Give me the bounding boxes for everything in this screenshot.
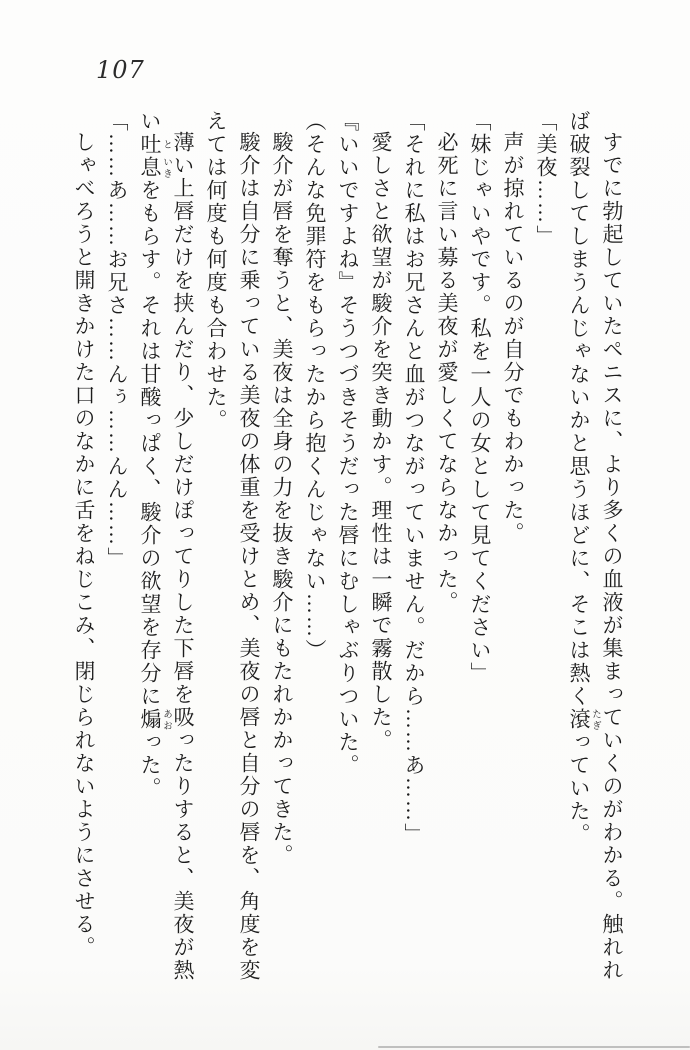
paragraph-4: 「妹じゃいやです。私を一人の女として見てください」: [468, 110, 492, 685]
paragraph-8: 『いいですよね』そうつづきそうだった唇にむしゃぶりついた。: [336, 110, 360, 777]
vertical-text-block: [67, 110, 628, 986]
paragraph-14: しゃべろうと開きかけた口のなかに舌をねじこみ、閉じられないようにさせる。: [72, 131, 96, 959]
paragraph-13: 「……あ……お兄さ……んぅ……んん……」: [105, 110, 129, 570]
page-number: 107: [96, 56, 145, 84]
paragraph-5: 必死に言い募る美夜が愛しくてならなかった。: [435, 131, 459, 614]
paragraph-10: 駿介が唇を奪うと、美夜は全身の力を抜き駿介にもたれかかってきた。: [270, 131, 294, 867]
paragraph-3: 声が掠れているのが自分でもわかった。: [501, 131, 525, 545]
paragraph-12: 薄い上唇だけを挟んだり、少しだけぽってりした下唇を吸ったりすると、美夜が熱い吐 と息 いきをもらす。それは甘酸っぱく、駿介の欲望を存分に煽 あおった。: [138, 110, 195, 982]
furigana-ruby: 滾 たぎ: [567, 708, 600, 731]
paragraph-11: 駿介は自分に乗っている美夜の体重を受けとめ、美夜の唇と自分の唇を、角度を変えては何度も何度も合わせた。: [204, 110, 261, 982]
paragraph-2: 「美夜……」: [534, 110, 558, 248]
paragraph-7: 愛しさと欲望が駿介を突き動かす。理性は一瞬で霧散した。: [369, 131, 393, 752]
scan-edge-artifact: [378, 1046, 690, 1048]
furigana-ruby: 息 いき: [138, 156, 171, 179]
furigana-ruby: 吐 と: [138, 133, 171, 156]
paragraph-6: 「それに私はお兄さんと血がつながっていません。だから……あ……」: [402, 110, 426, 846]
paragraph-9: （そんな免罪符をもらったから抱くんじゃない……）: [303, 110, 327, 662]
paragraph-1: すでに勃起していたペニスに、より多くの血液が集まっていくのがわかる。触れれば破裂してしまうんじゃないかと思うほどに、そこは熱く滾 たぎっていた。: [567, 110, 624, 982]
furigana-ruby: 煽 あお: [138, 708, 171, 731]
